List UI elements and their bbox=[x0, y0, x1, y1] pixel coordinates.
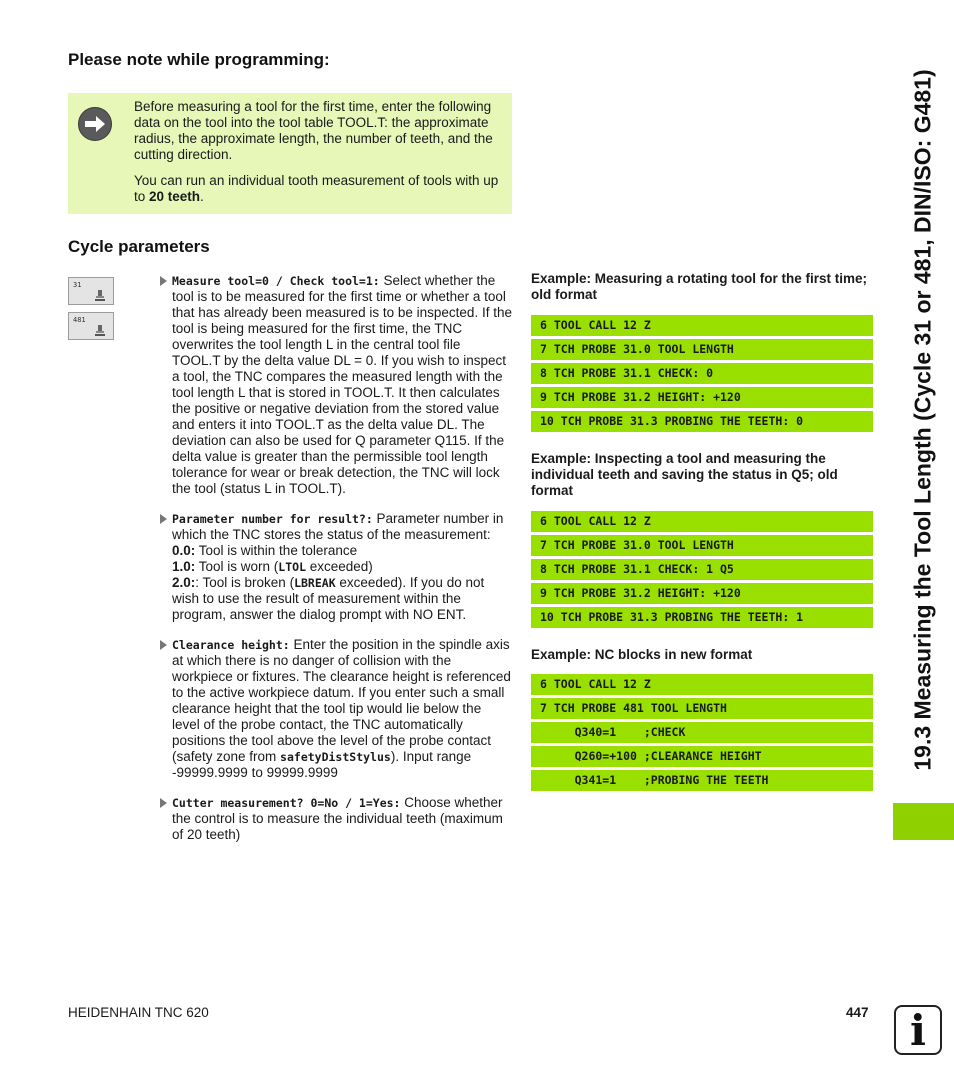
example-1-code bbox=[531, 315, 873, 435]
note-paragraph-2: You can run an individual tooth measurement of tools with up to 20 teeth. bbox=[134, 173, 499, 204]
param-cutter-measurement: Cutter measurement? 0=No / 1=Yes: Choose whether the control is to measure the individual teeth (maximum of 20 teeth) bbox=[158, 795, 512, 843]
code-line: Q340=1 ;CHECK bbox=[531, 722, 873, 743]
note-heading: Please note while programming: bbox=[68, 50, 330, 69]
example-1-title: Example: Measuring a rotating tool for the first time; old format bbox=[531, 271, 868, 302]
softkey-cycle-31[interactable]: 31 bbox=[68, 277, 114, 305]
param-result-number: Parameter number for result?: Parameter number in which the TNC stores the status of the measurement: 0.0: Tool is within the tolerance 1.0: Tool is worn (LTOL exceeded) 2.0:: Tool is broken (LBREAK exceeded). If you do not wish to use the result of measurement within the program, answer the dialog prompt with NO ENT. bbox=[158, 511, 512, 623]
parameter-list bbox=[158, 273, 512, 857]
triangle-bullet-icon bbox=[160, 798, 167, 808]
probe-icon bbox=[95, 290, 105, 301]
example-2-code bbox=[531, 511, 873, 631]
probe-icon bbox=[95, 325, 105, 336]
arrow-right-icon bbox=[78, 107, 112, 141]
triangle-bullet-icon bbox=[160, 514, 167, 524]
code-line: 6 TOOL CALL 12 Z bbox=[531, 674, 873, 695]
example-2-title: Example: Inspecting a tool and measuring the individual teeth and saving the status in Q5; old format bbox=[531, 451, 838, 498]
code-line: 10 TCH PROBE 31.3 PROBING THE TEETH: 0 bbox=[531, 411, 873, 432]
code-line: 7 TCH PROBE 481 TOOL LENGTH bbox=[531, 698, 873, 719]
code-line: 6 TOOL CALL 12 Z bbox=[531, 511, 873, 532]
example-3-title: Example: NC blocks in new format bbox=[531, 647, 753, 662]
example-3-code bbox=[531, 674, 873, 794]
code-line: 7 TCH PROBE 31.0 TOOL LENGTH bbox=[531, 535, 873, 556]
cycle-parameters-heading: Cycle parameters bbox=[68, 237, 210, 256]
code-line: 9 TCH PROBE 31.2 HEIGHT: +120 bbox=[531, 583, 873, 604]
triangle-bullet-icon bbox=[160, 640, 167, 650]
page-number: 447 bbox=[846, 1005, 869, 1020]
side-title-container bbox=[893, 0, 954, 840]
code-line: Q341=1 ;PROBING THE TEETH bbox=[531, 770, 873, 791]
code-line: 7 TCH PROBE 31.0 TOOL LENGTH bbox=[531, 339, 873, 360]
note-text bbox=[134, 99, 504, 215]
info-icon: i bbox=[894, 1005, 942, 1055]
triangle-bullet-icon bbox=[160, 276, 167, 286]
side-section-title: 19.3 Measuring the Tool Length (Cycle 31 or 481, DIN/ISO: G481) bbox=[909, 69, 936, 771]
code-line: 9 TCH PROBE 31.2 HEIGHT: +120 bbox=[531, 387, 873, 408]
code-line: Q260=+100 ;CLEARANCE HEIGHT bbox=[531, 746, 873, 767]
softkey-cycle-481[interactable]: 481 bbox=[68, 312, 114, 340]
code-line: 10 TCH PROBE 31.3 PROBING THE TEETH: 1 bbox=[531, 607, 873, 628]
code-line: 8 TCH PROBE 31.1 CHECK: 0 bbox=[531, 363, 873, 384]
param-measure-or-check: Measure tool=0 / Check tool=1: Select whether the tool is to be measured for the first time or whether a tool that has already been measured is to be inspected. If the tool is being measured for the first time, the TNC overwrites the tool length L in the central tool file TOOL.T by the delta value DL = 0. If you wish to inspect a tool, the TNC compares the measured length with the tool length L that is stored in TOOL.T. It then calculates the positive or negative deviation from the stored value and enters it into TOOL.T as the delta value DL. The deviation can also be used for Q parameter Q115. If the delta value is greater than the permissible tool length tolerance for wear or break detection, the TNC will lock the tool (status L in TOOL.T). bbox=[158, 273, 512, 497]
param-clearance-height: Clearance height: Enter the position in the spindle axis at which there is no danger of collision with the workpiece or fixtures. The clearance height is referenced to the active workpiece datum. If you enter such a small clearance height that the tool tip would lie below the level of the probe contact, the TNC automatically positions the tool above the level of the probe contact (safety zone from safetyDistStylus). Input range -99999.9999 to 99999.9999 bbox=[158, 637, 512, 781]
note-paragraph-1: Before measuring a tool for the first time, enter the following data on the tool into the tool table TOOL.T: the approximate radius, the approximate length, the number of teeth, and the cutting direction. bbox=[134, 99, 493, 162]
code-line: 8 TCH PROBE 31.1 CHECK: 1 Q5 bbox=[531, 559, 873, 580]
footer-product: HEIDENHAIN TNC 620 bbox=[68, 1005, 209, 1020]
code-line: 6 TOOL CALL 12 Z bbox=[531, 315, 873, 336]
